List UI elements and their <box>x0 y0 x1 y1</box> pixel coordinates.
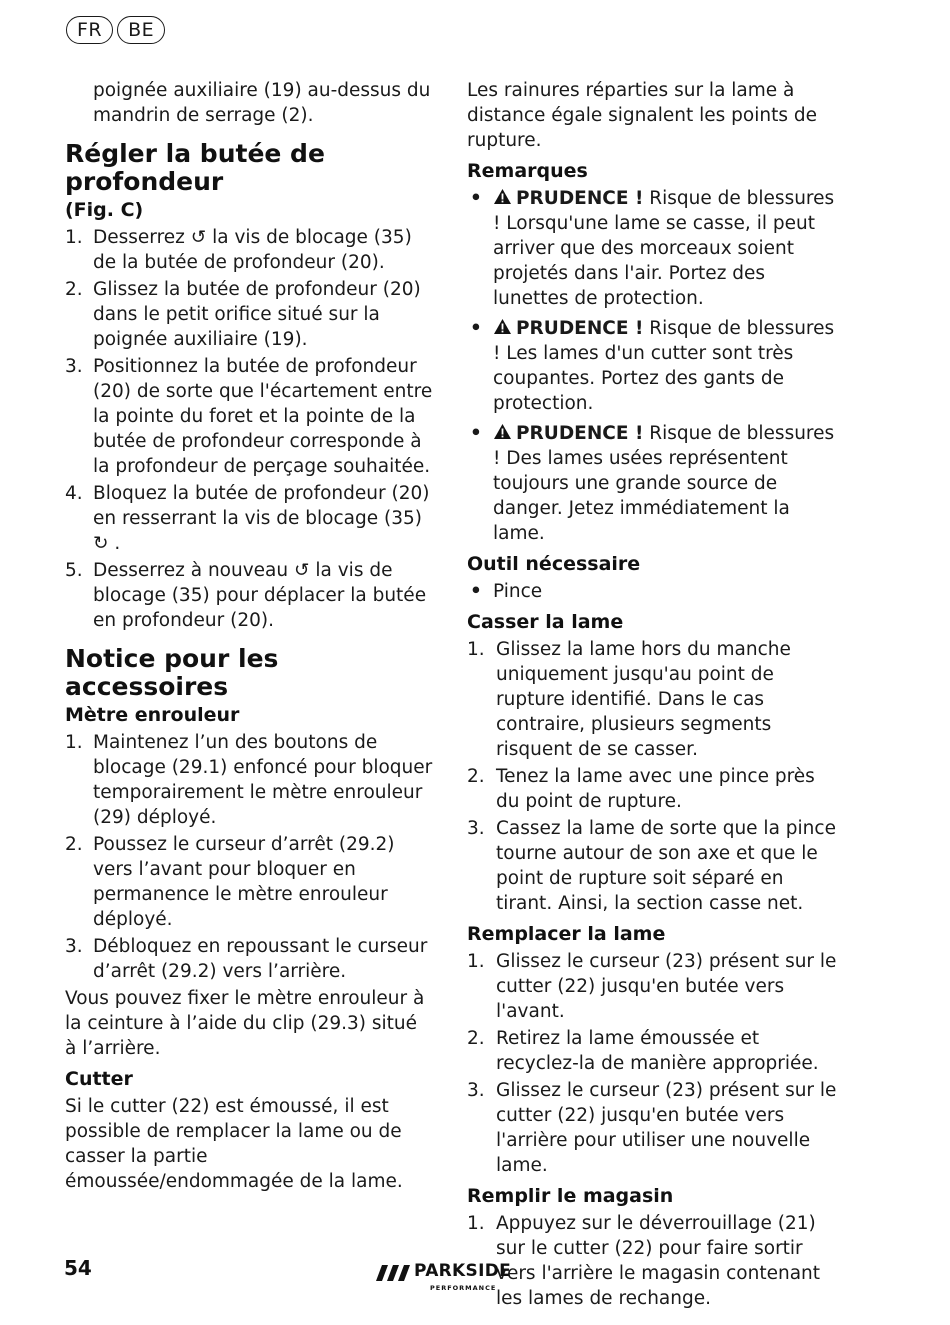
break-blade-steps <box>467 637 837 916</box>
bullet: • <box>470 318 482 339</box>
bullet: • <box>470 423 482 444</box>
bullet: • <box>470 581 482 602</box>
list-item: 2. Glissez la butée de profondeur (20) dans le petit orifice situé sur la poignée auxiliaire (19). <box>65 279 421 350</box>
depth-stop-steps <box>65 225 433 633</box>
remarks-heading: Remarques <box>467 160 588 182</box>
fig-reference: (Fig. C) <box>65 199 144 221</box>
logo-slashes-icon <box>376 1265 412 1281</box>
list-item: 1. Appuyez sur le déverrouillage (21) sur le cutter (22) pour faire sortir vers l'arrière le magasin contenant les lames de rechange. <box>467 1213 821 1309</box>
tape-measure-heading: Mètre enrouleur <box>65 704 240 726</box>
page-number: 54 <box>64 1256 92 1280</box>
replace-blade-heading: Remplacer la lame <box>467 923 666 945</box>
accessories-heading: Notice pour les accessoires <box>65 644 279 701</box>
list-item: 2. Tenez la lame avec une pince près du point de rupture. <box>467 766 815 812</box>
tape-measure-steps <box>65 730 433 984</box>
list-item: 1. Maintenez l’un des boutons de blocage (29.1) enfoncé pour bloquer temporairement le mètre enrouleur (29) déployé. <box>65 732 433 828</box>
parkside-logo <box>376 1263 526 1299</box>
list-item: 3. Débloquez en repoussant le curseur d’arrêt (29.2) vers l’arrière. <box>65 936 428 982</box>
cutter-heading: Cutter <box>65 1068 133 1090</box>
replace-blade-steps <box>467 949 837 1178</box>
left-column <box>65 78 433 1200</box>
logo-brand: PARKSIDE <box>414 1261 512 1281</box>
warning-word: PRUDENCE ! <box>516 188 644 209</box>
warning-word: PRUDENCE ! <box>516 423 644 444</box>
list-item: • PRUDENCE ! Risque de blessures ! Des lames usées représentent toujours une grande source de danger. Jetez immédiatement la lame. <box>470 423 835 544</box>
warning-triangle-icon <box>493 188 512 205</box>
language-badges <box>66 16 165 44</box>
intro-continuation: poignée auxiliaire (19) au-dessus du mandrin de serrage (2). <box>93 80 431 126</box>
right-column <box>467 78 837 1313</box>
warning-word: PRUDENCE ! <box>516 318 644 339</box>
list-item: 2. Retirez la lame émoussée et recyclez-la de manière appropriée. <box>467 1028 819 1074</box>
logo-subtitle: PERFORMANCE <box>430 1284 497 1292</box>
bullet: • <box>470 188 482 209</box>
remarks-list <box>467 186 837 546</box>
list-item: • PRUDENCE ! Risque de blessures ! Lorsqu'une lame se casse, il peut arriver que des morceaux soient projetés dans l'air. Portez des lunettes de protection. <box>470 188 835 309</box>
lang-badge-fr: FR <box>66 16 113 44</box>
cutter-text: Si le cutter (22) est émoussé, il est possible de remplacer la lame ou de casser la partie émoussée/endommagée de la lame. <box>65 1096 403 1192</box>
list-item: 1. Desserrez ↺ la vis de blocage (35) de la butée de profondeur (20). <box>65 227 412 273</box>
list-item: • PRUDENCE ! Risque de blessures ! Les lames d'un cutter sont très coupantes. Portez des gants de protection. <box>470 318 835 414</box>
break-blade-heading: Casser la lame <box>467 611 624 633</box>
blade-grooves-text: Les rainures réparties sur la lame à distance égale signalent les points de rupture. <box>467 80 817 151</box>
list-item: • Pince <box>470 581 543 602</box>
tape-measure-note: Vous pouvez fixer le mètre enrouleur à la ceinture à l’aide du clip (29.3) situé à l’arrière. <box>65 988 425 1059</box>
tools-list <box>467 579 837 604</box>
tools-heading: Outil nécessaire <box>467 553 641 575</box>
list-item: 2. Poussez le curseur d’arrêt (29.2) vers l’avant pour bloquer en permanence le mètre enrouleur déployé. <box>65 834 395 930</box>
warning-triangle-icon <box>493 318 512 335</box>
list-item: 3. Cassez la lame de sorte que la pince tourne autour de son axe et que le point de rupture soit séparé en tirant. Ainsi, la section casse net. <box>467 818 836 914</box>
list-item: 5. Desserrez à nouveau ↺ la vis de blocage (35) pour déplacer la butée en profondeur (20). <box>65 560 427 631</box>
depth-stop-heading: Régler la butée de profondeur <box>65 139 325 196</box>
fill-magazine-heading: Remplir le magasin <box>467 1185 674 1207</box>
list-item: 1. Glissez le curseur (23) présent sur le cutter (22) jusqu'en butée vers l'avant. <box>467 951 837 1022</box>
list-item: 4. Bloquez la butée de profondeur (20) en resserrant la vis de blocage (35) ↻ . <box>65 483 430 554</box>
list-item: 3. Glissez le curseur (23) présent sur le cutter (22) jusqu'en butée vers l'arrière pour utiliser une nouvelle lame. <box>467 1080 837 1176</box>
warning-triangle-icon <box>493 423 512 440</box>
list-item: 1. Glissez la lame hors du manche uniquement jusqu'au point de rupture identifié. Dans le cas contraire, plusieurs segments risquent de se casser. <box>467 639 791 760</box>
list-item: 3. Positionnez la butée de profondeur (20) de sorte que l'écartement entre la pointe du foret et la pointe de la butée de profondeur corresponde à la profondeur de perçage souhaitée. <box>65 356 433 477</box>
lang-badge-be: BE <box>117 16 165 44</box>
